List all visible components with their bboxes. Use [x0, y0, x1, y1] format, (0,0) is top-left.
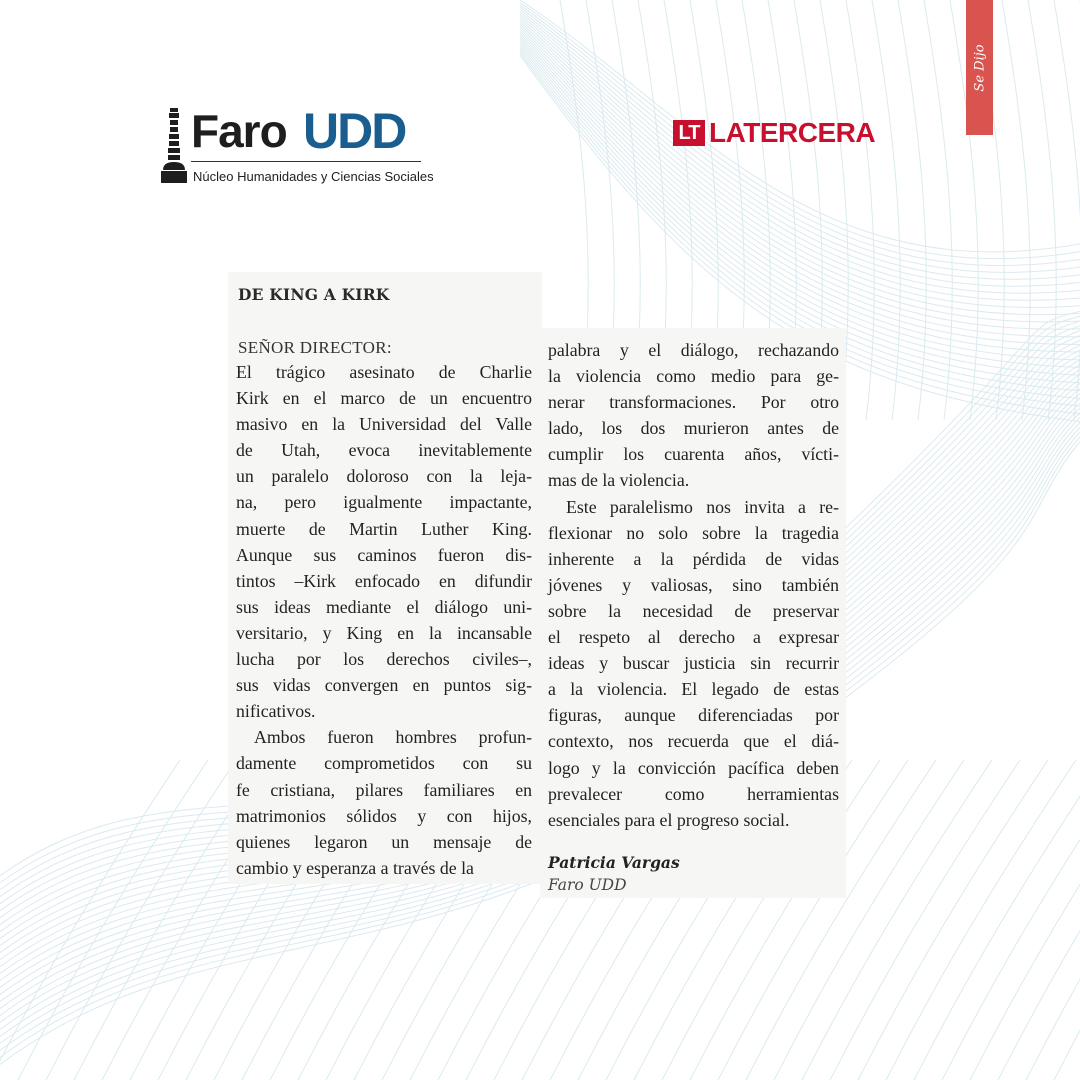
text-line: Este paralelismo nos invita a re-	[566, 496, 839, 517]
logo-divider	[191, 161, 421, 162]
text-line: muerte de Martin Luther King.	[236, 518, 532, 539]
text-line: Ambos fueron hombres profun-	[254, 727, 532, 748]
text-line: esenciales para el progreso social.	[548, 809, 790, 830]
se-dijo-label: Se Dijo	[972, 44, 987, 92]
text-line: versitario, y King en la incansable	[236, 622, 532, 643]
text-line: de Utah, evoca inevitablemente	[236, 440, 532, 461]
letter-affiliation: Faro UDD	[548, 876, 627, 894]
text-line: logo y la convicción pacífica deben	[548, 757, 839, 778]
text-line: un paralelo doloroso con la leja-	[236, 466, 532, 487]
se-dijo-tab	[966, 0, 993, 135]
text-line: la violencia como medio para ge-	[548, 366, 839, 387]
text-line: Aunque sus caminos fueron dis-	[236, 544, 532, 565]
text-line: flexionar no solo sobre la tragedia	[548, 522, 839, 543]
text-line: figuras, aunque diferenciadas por	[548, 705, 839, 726]
text-line: contexto, nos recuerda que el diá-	[548, 731, 839, 752]
faro-wordmark: Faro	[191, 105, 287, 157]
text-line: nerar transformaciones. Por otro	[548, 392, 839, 413]
text-line: prevalecer como herramientas	[548, 783, 839, 804]
text-line: matrimonios sólidos y con hijos,	[236, 805, 532, 826]
text-line: jóvenes y valiosas, sino también	[548, 574, 839, 595]
text-line: a la violencia. El legado de estas	[548, 679, 839, 700]
text-line: El trágico asesinato de Charlie	[236, 362, 532, 382]
text-line: ideas y buscar justicia sin recurrir	[548, 653, 839, 674]
text-line: tintos –Kirk enfocado en difundir	[236, 570, 532, 591]
letter-headline: DE KING A KIRK	[238, 285, 390, 304]
lighthouse-icon	[160, 108, 188, 184]
letter-column-left	[236, 359, 532, 881]
text-line: el respeto al derecho a expresar	[548, 627, 839, 648]
la-tercera-wordmark: LATERCERA	[709, 117, 876, 148]
text-line: cumplir los cuarenta años, vícti-	[548, 444, 839, 465]
text-line: Kirk en el marco de un encuentro	[236, 388, 532, 409]
text-line: lucha por los derechos civiles–,	[236, 649, 532, 670]
text-line: sus ideas mediante el diálogo uni-	[236, 596, 532, 617]
text-line: masivo en la Universidad del Valle	[236, 414, 532, 435]
faro-subtitle: Núcleo Humanidades y Ciencias Sociales	[193, 169, 434, 184]
text-line: na, pero igualmente impactante,	[236, 492, 532, 513]
text-line: fe cristiana, pilares familiares en	[236, 779, 532, 800]
text-line: inherente a la pérdida de vidas	[548, 548, 839, 569]
text-line: sobre la necesidad de preservar	[548, 600, 839, 621]
udd-wordmark: UDD	[303, 103, 406, 159]
text-line: sus vidas convergen en puntos sig-	[236, 675, 532, 696]
text-line: nificativos.	[236, 701, 316, 722]
text-line: palabra y el diálogo, rechazando	[548, 340, 839, 360]
lt-mark: LT	[673, 120, 705, 146]
faro-udd-logo	[160, 103, 434, 188]
letter-salutation: SEÑOR DIRECTOR:	[238, 338, 392, 357]
letter-column-right	[548, 337, 839, 833]
text-line: damente comprometidos con su	[236, 753, 532, 774]
letter-author: Patricia Vargas	[548, 853, 680, 872]
text-line: cambio y esperanza a través de la	[236, 857, 474, 878]
text-line: lado, los dos murieron antes de	[548, 418, 839, 439]
text-line: quienes legaron un mensaje de	[236, 831, 532, 852]
text-line: mas de la violencia.	[548, 470, 690, 491]
